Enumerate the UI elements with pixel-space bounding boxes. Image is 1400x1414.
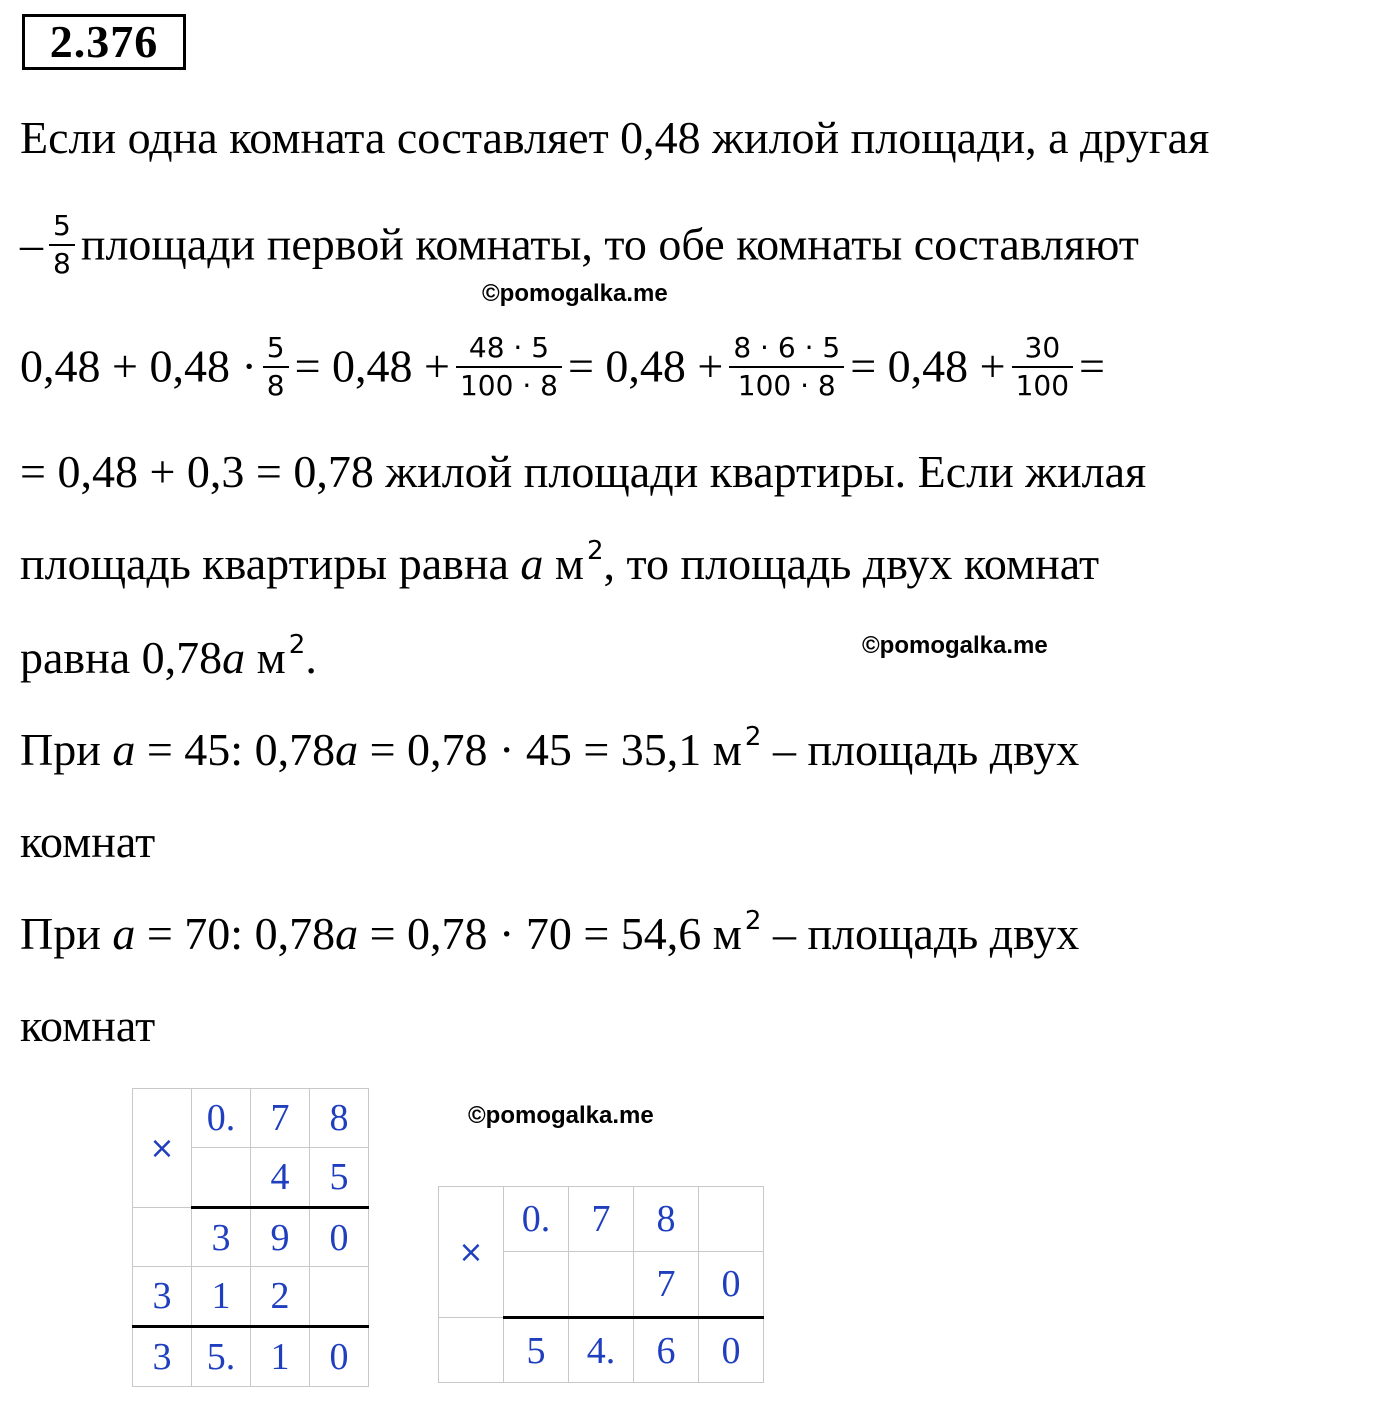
cell: 5	[310, 1148, 369, 1208]
text-line-10: комнат	[20, 1000, 156, 1051]
cell: 1	[251, 1327, 310, 1387]
multiplication-table-70	[438, 1186, 764, 1383]
cell	[699, 1187, 764, 1252]
times-sign: ×	[133, 1089, 192, 1208]
equation-line: 0,48 + 0,48 · $\frac{5}{8}$ = 0,48 + $\frac{48 \cdot 5}{100 \cdot 8}$ = 0,48 + $\frac{8 \cdot 6 \cdot 5}{100 \cdot 8}$ = 0,48 + $\frac{30}{100}$ =	[20, 331, 1105, 402]
cell: 5	[504, 1318, 569, 1383]
cell	[133, 1208, 192, 1267]
cell: 6	[634, 1318, 699, 1383]
text-line-9: При a = 70: 0,78a = 0,78 · 70 = 54,6 м $^2$ – площадь двух	[20, 906, 1080, 959]
cell: 8	[634, 1187, 699, 1252]
cell: 1	[192, 1267, 251, 1327]
cell: 7	[634, 1252, 699, 1318]
cell: 7	[251, 1089, 310, 1148]
cell: 4.	[569, 1318, 634, 1383]
cell: 0	[310, 1208, 369, 1267]
cell	[569, 1252, 634, 1318]
text-line-2	[20, 209, 1139, 284]
text-line-8: комнат	[20, 816, 156, 867]
cell: 3	[133, 1267, 192, 1327]
cell: 2	[251, 1267, 310, 1327]
cell: 8	[310, 1089, 369, 1148]
cell: 0	[310, 1327, 369, 1387]
cell	[310, 1267, 369, 1327]
text-line-4: = 0,48 + 0,3 = 0,78 жилой площади квартиры. Если жилая	[20, 446, 1147, 497]
times-sign: ×	[439, 1187, 504, 1318]
problem-number: 2.376	[22, 14, 186, 70]
fraction-1: $\frac{5}{8}$	[263, 332, 289, 402]
dash: –	[20, 218, 43, 270]
cell: 0	[699, 1252, 764, 1318]
fraction-5-8: $\frac{5}{8}$	[49, 210, 75, 280]
watermark: ©pomogalka.me	[482, 280, 668, 307]
cell: 7	[569, 1187, 634, 1252]
watermark: ©pomogalka.me	[468, 1102, 654, 1129]
cell	[192, 1148, 251, 1208]
text-line-6: равна 0,78a м $^2$.	[20, 630, 317, 683]
cell: 9	[251, 1208, 310, 1267]
cell: 5.	[192, 1327, 251, 1387]
cell: 0	[699, 1318, 764, 1383]
watermark: ©pomogalka.me	[862, 632, 1048, 659]
fraction-3: $\frac{8 \cdot 6 \cdot 5}{100 \cdot 8}$	[729, 332, 844, 402]
multiplication-table-45	[132, 1088, 369, 1387]
cell: 0.	[504, 1187, 569, 1252]
text-line-7: При a = 45: 0,78a = 0,78 · 45 = 35,1 м $^2$ – площадь двух	[20, 722, 1080, 775]
cell: 3	[192, 1208, 251, 1267]
cell	[504, 1252, 569, 1318]
cell	[439, 1318, 504, 1383]
text-line-1: Если одна комната составляет 0,48 жилой площади, а другая	[20, 112, 1210, 163]
cell: 4	[251, 1148, 310, 1208]
text-line-5: площадь квартиры равна a м $^2$, то площадь двух комнат	[20, 536, 1100, 589]
fraction-2: $\frac{48 \cdot 5}{100 \cdot 8}$	[456, 332, 562, 402]
text-line-2-rest: площади первой комнаты, то обе комнаты составляют	[80, 218, 1139, 270]
cell: 3	[133, 1327, 192, 1387]
fraction-4: $\frac{30}{100}$	[1012, 332, 1073, 402]
cell: 0.	[192, 1089, 251, 1148]
